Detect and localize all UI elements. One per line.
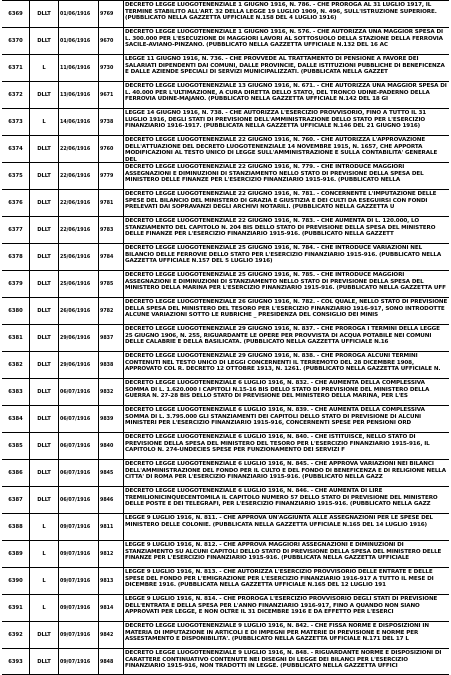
act-code: 9671	[99, 82, 124, 108]
record-number: 6370	[2, 28, 30, 54]
act-description: DECRETO LEGGE LUOGOTENENZIALE 22 GIUGNO 1916, N. 781. - CONCERNENTE L'IMPUTAZIONE DELLE SPESE DEL BILANCIO DEL MINISTERO DI GRAZIA E GIUSTIZIA E DEI CULTI DA ESEGUIRSI CON FONDI PRELEVATI DAI SOPRAVANZI DEGLI ARCHIVI NOTARILI. (PUBBLICATO NELLA GAZZETTA U	[125, 191, 437, 211]
act-date: 29/06/1916	[59, 352, 99, 378]
act-date: 22/06/1916	[59, 163, 99, 189]
act-type: DLLT	[30, 136, 59, 162]
record-number: 6384	[2, 406, 30, 432]
act-description: DECRETO LEGGE LUOGOTENENZIALE 29 GIUGNO 1916, N. 838. - CHE PROROGA ALCUNI TERMINI CONTENUTI NEL TESTO UNICO DI LEGGI CONCERNENTI IL TERREMOTO DEL 28 DICEMBRE 1908, APPROVATO COL R. DECRETO 12 OTTOBRE 1913, N. 1261. (PUBBLICATO NELLA GAZZETTA UFFICIALE N.	[125, 353, 441, 373]
act-code: 9670	[99, 28, 124, 54]
record-number: 6392	[2, 622, 30, 648]
act-type: L	[30, 109, 59, 135]
act-date: 22/06/1916	[59, 190, 99, 216]
record-number: 6385	[2, 433, 30, 459]
record-number: 6382	[2, 352, 30, 378]
act-code: 9848	[99, 649, 124, 675]
table-row	[2, 405, 449, 432]
act-date: 09/07/1916	[59, 622, 99, 648]
act-description: DECRETO LEGGE LUOGOTENENZIALE 1 GIUGNO 1916, N. 576. - CHE AUTORIZZA UNA MAGGIOR SPESA DI L. 300.000 PER L'ESECUZIONE DI MAGGIORI LAVORI AL SOTTOSUOLO DELLA STAZIONE DELLA FERROVIA SACILE-AVIANO-PINZANO. (PUBBLICATO NELLA GAZZETTA UFFICIALE N.132 DEL 16 AC	[125, 29, 443, 49]
record-number: 6386	[2, 460, 30, 486]
act-type: DLLT	[30, 379, 59, 405]
act-date: 11/06/1916	[59, 55, 99, 81]
record-number: 6390	[2, 568, 30, 594]
act-date: 09/07/1916	[59, 595, 99, 621]
table-row	[2, 567, 449, 594]
act-code: 9813	[99, 568, 124, 594]
table-row	[2, 108, 449, 135]
act-description: DECRETO LEGGE LUOGOTENENZIALE 29 GIUGNO 1916, N. 837. - CHE PROROGA I TERMINI DELLA LEGGE 25 GIUGNO 1906, N. 255, RIGUARDANTE LE OPERE PER PROVVISTA DI ACQUA POTABILE NEI COMUNI DELLE CALABRIE E DELLA BASILICATA. (PUBBLICATO NELLA GAZZETTA UFFICIALE N.16	[125, 326, 440, 346]
act-description: DECRETO LEGGE LUOGOTENENZIALE 6 LUGLIO 1916, N. 839. - CHE AUMENTA DELLA COMPLESSIVA SOMMA DI L. 3.795.000 GLI STANZIAMENTI DEI CAPITOLI DELLO STATO DI PREVISIONE DI ALCUNI MINISTERI PER L'ESERCIZIO FINANZIARIO 1915-916, CONCERNENTI SPESE PER PENSIONI ORD	[125, 407, 425, 427]
act-type: DLLT	[30, 352, 59, 378]
act-date: 01/06/1916	[59, 1, 99, 27]
record-number: 6371	[2, 55, 30, 81]
record-number: 6379	[2, 271, 30, 297]
act-date: 06/07/1916	[59, 487, 99, 513]
act-description: DECRETO LEGGE LUOGOTENENZIALE 9 LUGLIO 1916, N. 848. - RIGUARDANTE NORME E DISPOSIZIONI DI CARATTERE CONTINUATIVO CONTENUTE NEI DISEGNI DI LEGGE DEI BILANCI PER L'ESERCIZIO FINANZIARIO 1915-916, NON TRADOTTI IN LEGGE. (PUBBLICATO NELLA GAZZETTA UFFICI	[125, 650, 442, 670]
table-row	[2, 324, 449, 351]
record-number: 6391	[2, 595, 30, 621]
act-type: DLLT	[30, 163, 59, 189]
act-code: 9812	[99, 541, 124, 567]
act-type: DLLT	[30, 487, 59, 513]
act-date: 29/06/1916	[59, 325, 99, 351]
act-code: 9738	[99, 109, 124, 135]
act-code: 9779	[99, 163, 124, 189]
act-type: DLLT	[30, 298, 59, 324]
table-row	[2, 297, 449, 324]
table-row	[2, 594, 449, 621]
act-date: 09/07/1916	[59, 541, 99, 567]
act-description: DECRETO LEGGE LUOGOTENENZIALE 9 LUGLIO 1916, N. 842. - CHE FISSA NORME E DISPOSIZIONI IN MATERIA DI IMPUTAZIONE IN ARTICOLI E DI IMPEGNI PER MATERIE DI PREVISIONE E NORME PER ASSESTAMENTO E DISPONIBILITA'. (PUBBLICATO NELLA GAZZETTA UFFICIALE N.171 DEL 17 L	[125, 623, 429, 643]
act-code: 9838	[99, 352, 124, 378]
record-number: 6388	[2, 514, 30, 540]
act-code: 9837	[99, 325, 124, 351]
record-number: 6373	[2, 109, 30, 135]
act-description: DECRETO LEGGE LUOGOTENENZIALE 25 GIUGNO 1916, N. 784. - CHE INTRODUCE VARIAZIONI NEL BILANCIO DELLE FERROVIE DELLO STATO PER L'ESERCIZIO FINANZIARIO 1915-916. (PUBBLICATO NELLA GAZZETTA UFFICIALE N.157 DEL 5 LUGLIO 1916)	[125, 245, 442, 265]
act-description: DECRETO LEGGE LUOGOTENENZIALE 6 LUGLIO 1916, N. 832. - CHE AUMENTA DELLA COMPLESSIVA SOMMA DI L. 1.620.000 I CAPITOLI N.15-16 BIS DELLO STATO DI PREVISIONE DEL MINISTERO DELLA GUERRA N. 27-28 BIS DELLO STATO DI PREVISIONE DEL MINISTERO DELLA MARINA, PER L'ES	[125, 380, 430, 400]
act-type: DLLT	[30, 325, 59, 351]
act-description: LEGGE 9 LUGLIO 1916, N. 814. - CHE PROROGA L'ESERCIZIO PROVVISORIO DEGLI STATI DI PREVISIONE DELL'ENTRATA E DELLA SPESA PER L'ANNO FINANZIARIO 1916-917, FINO A QUANDO NON SIANO APPROVATI PER LEGGE, E NON OLTRE IL 31 DICEMBRE 1916 E DA EFFETTO PER L'ESERCI	[125, 596, 438, 616]
act-description: DECRETO LEGGE LUOGOTENENZIALE 6 LUGLIO 1916, N. 846. - CHE AUMENTA DI LIRE TREMILIONICINQUECENTOMILA IL CAPITOLO NUMERO 57 DELLO STATO DI PREVISIONE DEL MINISTERO DELLE POSTE E DEI TELEGRAFI, PER L'ESERCIZIO FINANZIARIO 1915-916. (PUBBLICATO NELLA GAZZ	[125, 488, 438, 508]
table-row	[2, 621, 449, 648]
act-type: L	[30, 514, 59, 540]
table-row	[2, 81, 449, 108]
act-type: DLLT	[30, 190, 59, 216]
table-row	[2, 54, 449, 81]
act-type: DLLT	[30, 217, 59, 243]
act-type: L	[30, 568, 59, 594]
act-code: 9760	[99, 136, 124, 162]
act-code: 9730	[99, 55, 124, 81]
act-description: DECRETO LEGGE LUOGOTENENZIALE 22 GIUGNO 1916, N. 779. - CHE INTRODUCE MAGGIORI ASSEGNAZIONI E DIMINUZIONI DI STANZIAMENTO NELLO STATO DI PREVISIONE DELLA SPESA DEL MINISTERO DELLE FINANZE PER L'ESERCIZIO FINANZIARIO 1915-916. (PUBBLICATO NELLA	[125, 164, 424, 184]
act-type: L	[30, 595, 59, 621]
record-number: 6378	[2, 244, 30, 270]
act-code: 9783	[99, 217, 124, 243]
act-type: DLLT	[30, 460, 59, 486]
act-type: DLLT	[30, 1, 59, 27]
record-number: 6380	[2, 298, 30, 324]
act-code: 9814	[99, 595, 124, 621]
act-date: 06/07/1916	[59, 406, 99, 432]
act-type: L	[30, 55, 59, 81]
act-type: DLLT	[30, 28, 59, 54]
table-row	[2, 351, 449, 378]
act-date: 06/07/1916	[59, 433, 99, 459]
act-type: DLLT	[30, 82, 59, 108]
table-row	[2, 540, 449, 567]
act-code: 9769	[99, 1, 124, 27]
record-number: 6393	[2, 649, 30, 675]
act-date: 25/06/1916	[59, 244, 99, 270]
record-number: 6387	[2, 487, 30, 513]
act-description: DECRETO LEGGE LUOGOTENENZIALE 26 GIUGNO 1916, N. 782. - COL QUALE, NELLO STATO DI PREVISIONE DELLA SPESA DEL MINISTERO DEL TESORO PER L'ESERCIZIO FINANZIARIO 1916-917, SONO INTRODOTTE ALCUNE VARIAZIONI SOTTO LE RUBRICHE _ PRESIDENZA DEL CONSIGLIO DEI MINIS	[125, 299, 448, 319]
act-description: DECRETO LEGGE LUOGOTENENZIALE 22 GIUGNO 1916, N. 760. - CHE AUTORIZZA L'APPROVAZIONE DELL'ATTUAZIONE DEL DECRETO LUOGOTENENZIALE 14 NOVEMBRE 1915, N. 1657, CHE APPORTA MODIFICAZIONI AL TESTO UNICO DI LEGGE SULL'AMMINISTRAZIONE E SULLA CONTABILITA' GENERALE DEL	[125, 137, 438, 162]
act-code: 9846	[99, 487, 124, 513]
record-number: 6372	[2, 82, 30, 108]
act-date: 09/07/1916	[59, 514, 99, 540]
record-number: 6383	[2, 379, 30, 405]
act-description: LEGGE 9 LUGLIO 1916, N. 812. - CHE APPROVA MAGGIORI ASSEGNAZIONI E DIMINUZIONI DI STANZIAMENTO SU ALCUNI CAPITOLI DELLO STATO DI PREVISIONE DELLA SPESA DEL MINISTERO DELLE FINANZE PER L'ESERCIZIO FINANZIARIO 1915-916. (PUBBLICATA NELLA GAZZETTA UFFICIALE	[125, 542, 442, 562]
table-row	[2, 189, 449, 216]
act-date: 26/06/1916	[59, 298, 99, 324]
act-date: 09/07/1916	[59, 568, 99, 594]
table-row	[2, 243, 449, 270]
table-row	[2, 0, 449, 27]
act-code: 9784	[99, 244, 124, 270]
act-type: DLLT	[30, 271, 59, 297]
table-row	[2, 162, 449, 189]
act-date: 13/06/1916	[59, 82, 99, 108]
act-description: DECRETO LEGGE LUOGOTENENZIALE 1 GIUGNO 1916, N. 786. - CHE PROROGA AL 31 LUGLIO 1917, IL TERMINE STABILITO ALL'ART. 32 DELLA LEGGE 19 LUGLIO 1909, N. 496, SULL'ISTRUZIONE SUPERIORE. (PUBBLICATO NELLA GAZZETTA UFFICIALE N.158 DEL 4 LUGLIO 1916)	[125, 2, 437, 22]
act-date: 01/06/1916	[59, 28, 99, 54]
decree-ledger-table	[2, 0, 449, 675]
act-date: 09/07/1916	[59, 649, 99, 675]
act-code: 9842	[99, 622, 124, 648]
record-number: 6389	[2, 541, 30, 567]
record-number: 6376	[2, 190, 30, 216]
act-date: 14/06/1916	[59, 109, 99, 135]
act-description: DECRETO LEGGE LUOGOTENENZIALE 22 GIUGNO 1916, N. 783. - CHE AUMENTA DI L. 120.000, LO STANZIAMENTO DEL CAPITOLO N. 204 BIS DELLO STATO DI PREVISIONE DELLA SPESA DEL MINISTERO DELLE FINANZE PER L'ESERCIZIO FINANZIARIO 1915-916. (PUBBLICATO NELLA GAZZETT	[125, 218, 436, 238]
act-date: 06/07/1916	[59, 460, 99, 486]
act-code: 9832	[99, 379, 124, 405]
act-type: L	[30, 541, 59, 567]
act-description: LEGGE 9 LUGLIO 1916, N. 813. - CHE AUTORIZZA L'ESERCIZIO PROVVISORIO DELLE ENTRATE E DELLE SPESE DEL FONDO PER L'EMIGRAZIONE PER L'ESERCIZIO FINANZIARIO 1916-917 A TUTTO IL MESE DI DICEMBRE 1916. (PUBBLICATA NELLA GAZZETTA UFFICIALE N.165 DEL 12 LUGLIO 191	[125, 569, 434, 589]
act-description: LEGGE 14 GIUGNO 1916, N. 738. - CHE AUTORIZZA L'ESERCIZIO PROVVISORIO, FINO A TUTTO IL 31 LUGLIO 1916, DEGLI STATI DI PREVISIONE DELL'AMMINISTRAZIONE DELLO STATO PER L'ESERCIZIO FINANZIARIO 1916-1917. (PUBBLICATA NELLA GAZZETTA UFFICIALE N.146 DEL 21 GIUGNO 1916)	[125, 110, 427, 130]
act-code: 9781	[99, 190, 124, 216]
table-row	[2, 648, 449, 675]
act-type: DLLT	[30, 244, 59, 270]
table-row	[2, 486, 449, 513]
act-code: 9811	[99, 514, 124, 540]
act-date: 06/07/1916	[59, 379, 99, 405]
act-code: 9782	[99, 298, 124, 324]
record-number: 6369	[2, 1, 30, 27]
act-type: DLLT	[30, 433, 59, 459]
table-row	[2, 378, 449, 405]
table-row	[2, 270, 449, 297]
table-row	[2, 27, 449, 54]
act-description: DECRETO LEGGE LUOGOTENENZIALE 25 GIUGNO 1916, N. 785. - CHE INTRODUCE MAGGIORI ASSEGNAZIONI E DIMINUZIONI DI STANZIAMENTO NELLO STATO DI PREVISIONE DELLA SPESA DEL MINISTERO DELLA MARINA PER L'ESERCIZIO FINANZIARIO 1915-916. (PUBBLICATO NELLA GAZZETTA UFF	[125, 272, 446, 292]
act-type: DLLT	[30, 622, 59, 648]
act-date: 25/06/1916	[59, 271, 99, 297]
record-number: 6375	[2, 163, 30, 189]
table-row	[2, 432, 449, 459]
act-date: 22/06/1916	[59, 136, 99, 162]
table-row	[2, 135, 449, 162]
act-type: DLLT	[30, 406, 59, 432]
act-code: 9785	[99, 271, 124, 297]
record-number: 6381	[2, 325, 30, 351]
act-code: 9840	[99, 433, 124, 459]
table-row	[2, 216, 449, 243]
act-description: DECRETO LEGGE LUOGOTENENZIALE 13 GIUGNO 1916, N. 671. - CHE AUTORIZZA UNA MAGGIOR SPESA DI L. 40.000 PER L'ULTIMAZIONE, A CURA DIRETTA DELLO STATO, DEL TRONCO UDINE-PADERNO DELLA FERROVIA UDINE-MAJANO. (PUBBLICATO NELLA GAZZETTA UFFICIALE N.142 DEL 18 GI	[125, 83, 447, 103]
act-description: LEGGE 9 LUGLIO 1916, N. 811. - CHE APPROVA UN'AGGIUNTA ALLE ASSEGNAZIONI PER LE SPESE DEL MINISTERO DELLE COLONIE. (PUBBLICATA NELLA GAZZETTA UFFICIALE N.165 DEL 14 LUGLIO 1916)	[125, 515, 433, 528]
act-description: LEGGE 11 GIUGNO 1916, N. 736. - CHE PROVVEDE AL TRATTAMENTO DI PENSIONE A FAVORE DEI SALARIATI DIPENDENTI DAI COMUNI, DALLE PROVINCIE, DALLE ISTITUZIONI PUBBLICHE DI BENEFICENZA E DALLE AZIENDE SPECIALI DI SERVIZI MUNICIPALIZZATI. (PUBBLICATA NELLA GAZZET	[125, 56, 445, 76]
record-number: 6374	[2, 136, 30, 162]
act-description: DECRETO LEGGE LUOGOTENENZIALE 6 LUGLIO 1916, N. 840. - CHE ISTITUISCE, NELLO STATO DI PREVISIONE DELLA SPESA DEL MINISTERO DEL TESORO PER L'ESERCIZIO FINANZIARIO 1915-916, IL CAPITOLO N. 274-UNDECIES SPESE PER FUNZIONAMENTO DEI SERVIZI F	[125, 434, 430, 454]
act-code: 9839	[99, 406, 124, 432]
act-date: 22/06/1916	[59, 217, 99, 243]
act-code: 9845	[99, 460, 124, 486]
act-description: DECRETO LEGGE LUOGOTENENZIALE 6 LUGLIO 1916, N. 845. - CHE APPROVA VARIAZIONI NEI BILANCI DELL'AMMINISTRAZIONE DEL FONDO PER IL CULTO E DEL FONDO DI BENEFICENZA E DI RELIGIONE NELLA CITTA' DI ROMA PER L'ESERCIZIO FINANZIARIO 1915-916. (PUBBLICATO NELLA GAZZ	[125, 461, 446, 481]
table-row	[2, 513, 449, 540]
act-type: DLLT	[30, 649, 59, 675]
record-number: 6377	[2, 217, 30, 243]
table-row	[2, 459, 449, 486]
